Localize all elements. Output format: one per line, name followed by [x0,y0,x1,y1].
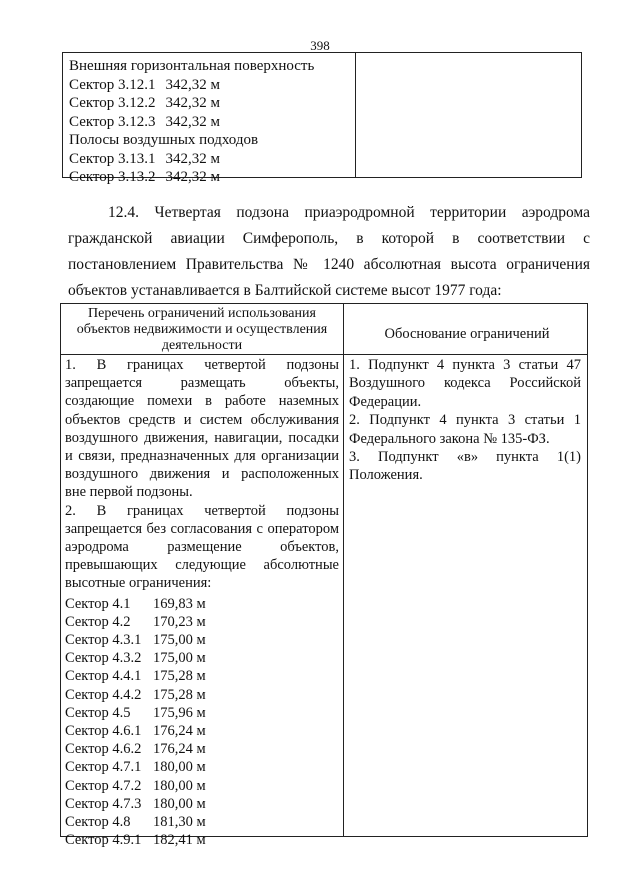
basis-item: 1. Подпункт 4 пункта 3 статьи 47 Воздушного кодекса Российской Федерации. [349,357,581,410]
limit-value: 176,24 м [153,723,206,740]
limit-sector: Сектор 4.1 [65,595,131,612]
restrictions-cell [65,356,339,849]
header-divider [61,354,587,355]
sector-value: 342,32 м [165,76,221,93]
table-divider [355,53,356,177]
limit-row [65,595,339,613]
limit-row [65,758,339,776]
limit-sector: Сектор 4.6.1 [65,723,142,740]
limit-value: 175,00 м [153,632,206,649]
limit-value: 180,00 м [153,777,206,794]
limit-sector: Сектор 4.8 [65,814,131,831]
sector-row [69,94,314,113]
continuation-cell [69,57,314,187]
limit-row [65,686,339,704]
sector-value: 342,32 м [165,113,221,130]
limit-value: 169,83 м [153,595,206,612]
limit-value: 175,28 м [153,668,206,685]
limit-value: 170,23 м [153,613,206,630]
table-divider [343,304,344,836]
limit-value: 181,30 м [153,814,206,831]
limit-row [65,649,339,667]
limit-row [65,613,339,631]
sector-name: Сектор 3.12.3 [69,113,156,130]
sector-name: Сектор 3.13.2 [69,169,156,185]
sector-row [69,150,314,169]
limit-value: 175,28 м [153,686,206,703]
limit-row [65,777,339,795]
height-limits-list [65,595,339,850]
limit-sector: Сектор 4.2 [65,613,131,630]
restrictions-table [60,303,588,849]
limit-value: 182,41 м [153,832,206,849]
limit-value: 175,00 м [153,650,206,667]
limit-sector: Сектор 4.5 [65,704,131,721]
limit-row [65,667,339,685]
basis-item: 2. Подпункт 4 пункта 3 статьи 1 Федерального закона № 135-ФЗ. [349,412,581,447]
limit-value: 175,96 м [153,704,206,721]
page-number: 398 [310,38,330,53]
limit-row [65,740,339,758]
limit-sector: Сектор 4.4.2 [65,686,142,703]
limit-sector: Сектор 4.3.1 [65,632,142,649]
section-paragraph [68,200,590,304]
limit-sector: Сектор 4.7.3 [65,795,142,812]
sector-row [69,76,314,95]
basis-cell [349,356,581,485]
restriction-item: 1. В границах четвертой подзоны запрещается размещать объекты, создающие помехи в работе наземных объектов средств и систем обслуживания воздушного движения, навигации, посадки и связи, предназначенных для организации воздушного движения и расположенных вне первой подзоны. [65,357,339,501]
limit-row [65,795,339,813]
limit-sector: Сектор 4.4.1 [65,668,142,685]
section-heading: Внешняя горизонтальная поверхность [69,58,315,74]
sector-name: Сектор 3.12.2 [69,95,156,111]
limit-row [65,831,339,849]
sector-value: 342,32 м [165,150,221,167]
paragraph-text: Четвертая подзона приаэродромной территории аэродрома гражданской авиации Симферополь, в которой в соответствии с постановлением Правительства № 1240 абсолютная высота ограничения объектов устанавливается в Балтийской системе высот 1977 года: [68,204,591,299]
limit-sector: Сектор 4.9.1 [65,832,142,849]
limit-row [65,704,339,722]
limit-row [65,631,339,649]
limit-sector: Сектор 4.3.2 [65,650,142,667]
limit-value: 180,00 м [153,795,206,812]
sector-name: Сектор 3.12.1 [69,76,156,93]
paragraph-number: 12.4. [108,204,139,221]
limit-value: 176,24 м [153,741,206,758]
column-header-restrictions: Перечень ограничений использования объектов недвижимости и осуществления деятельности [76,306,328,353]
sector-value: 342,32 м [165,95,221,111]
sector-row [69,113,314,132]
sector-row [69,168,314,187]
basis-item: 3. Подпункт «в» пункта 1(1) Положения. [349,449,581,484]
limit-sector: Сектор 4.7.1 [65,759,142,776]
column-header-basis: Обоснование ограничений [384,326,550,342]
limit-row [65,722,339,740]
section-heading: Полосы воздушных подходов [69,132,259,148]
limit-row [65,813,339,831]
sector-value: 342,32 м [165,169,221,185]
limit-value: 180,00 м [153,759,206,776]
limit-sector: Сектор 4.7.2 [65,777,142,794]
continuation-table [62,52,582,185]
limit-sector: Сектор 4.6.2 [65,741,142,758]
restriction-item: 2. В границах четвертой подзоны запрещается без согласования с оператором аэродрома размещение объектов, превышающих следующие абсолютные высотные ограничения: [65,502,339,592]
sector-name: Сектор 3.13.1 [69,150,156,167]
